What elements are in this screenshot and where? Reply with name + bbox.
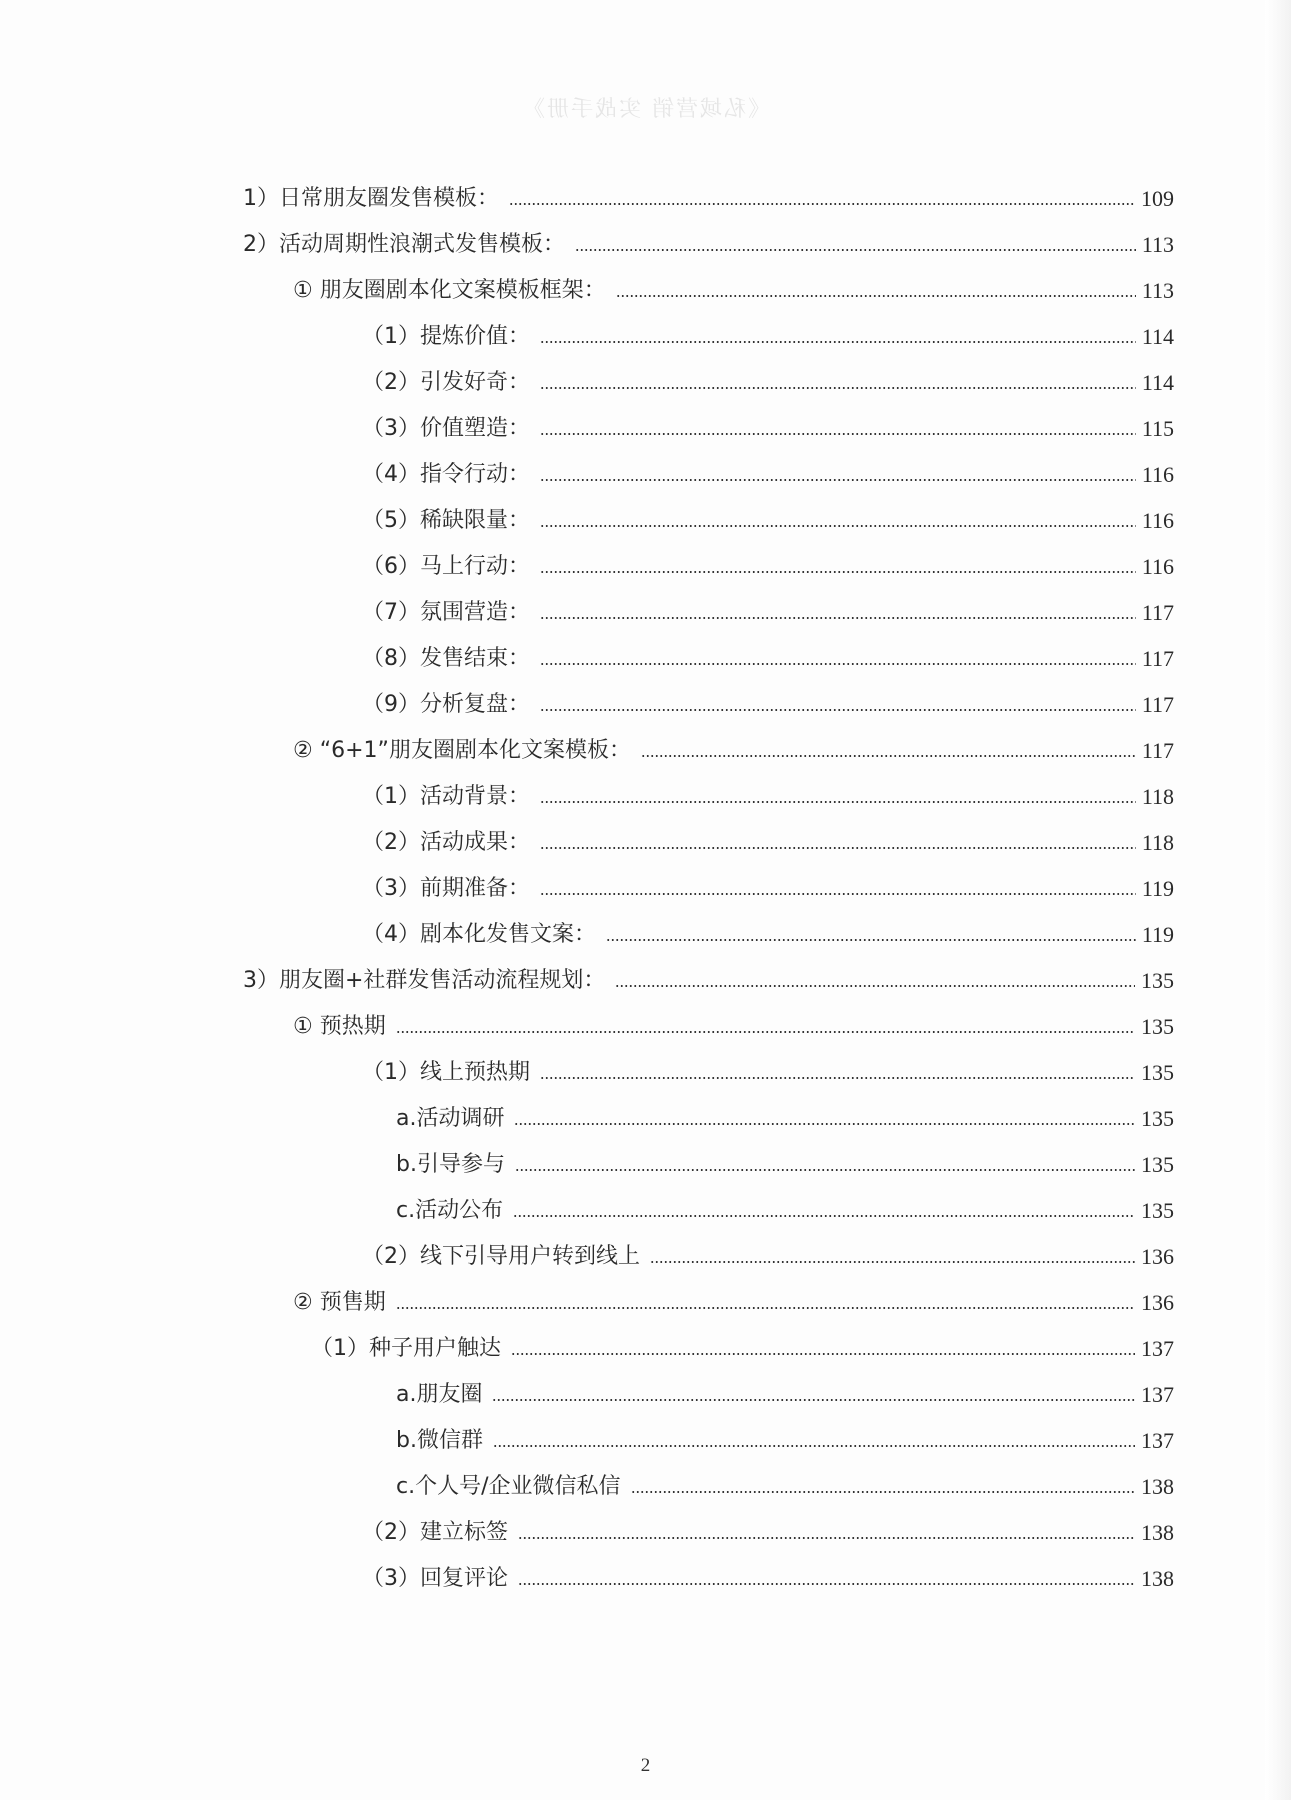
bleed-through-header: 《私域营销 实战手册》 [521, 97, 770, 122]
toc-entry-page: 114 [1141, 324, 1174, 349]
toc-dot-leader [540, 847, 1136, 849]
toc-entry [0, 452, 1291, 498]
table-of-contents [0, 176, 1291, 1602]
toc-entry [0, 728, 1291, 774]
toc-dot-leader [540, 893, 1136, 895]
toc-dot-leader [606, 939, 1136, 941]
toc-dot-leader [616, 295, 1136, 297]
toc-dot-leader [396, 1307, 1135, 1309]
toc-entry-label: （2）引发好奇： [362, 370, 530, 395]
toc-entry-label: ② “6+1”朋友圈剧本化文案模板： [293, 738, 631, 763]
toc-entry-label: （4）指令行动： [362, 462, 530, 487]
toc-entry-label: ① 朋友圈剧本化文案模板框架： [293, 278, 606, 303]
toc-dot-leader [540, 479, 1136, 481]
toc-entry-label: （5）稀缺限量： [362, 508, 530, 533]
toc-dot-leader [641, 755, 1136, 757]
toc-entry-label: （1）种子用户触达 [311, 1336, 501, 1361]
toc-entry-page: 137 [1141, 1382, 1174, 1407]
toc-entry-label: （8）发售结束： [362, 646, 530, 671]
toc-entry-label: ① 预热期 [293, 1014, 386, 1039]
toc-entry-page: 109 [1141, 186, 1174, 211]
toc-entry-label: （1）提炼价值： [362, 324, 530, 349]
toc-entry-page: 138 [1141, 1474, 1174, 1499]
toc-entry-page: 135 [1141, 1014, 1174, 1039]
toc-dot-leader [540, 525, 1136, 527]
toc-dot-leader [511, 1353, 1135, 1355]
toc-entry [0, 1556, 1291, 1602]
toc-entry [0, 1418, 1291, 1464]
toc-entry-page: 113 [1141, 278, 1174, 303]
toc-dot-leader [396, 1031, 1135, 1033]
toc-dot-leader [575, 249, 1136, 251]
toc-entry [0, 498, 1291, 544]
toc-entry-label: （2）建立标签 [362, 1520, 508, 1545]
toc-entry-page: 135 [1141, 1106, 1174, 1131]
toc-entry [0, 176, 1291, 222]
toc-entry-label: c.活动公布 [396, 1198, 504, 1223]
toc-entry [0, 1372, 1291, 1418]
toc-entry-page: 116 [1141, 508, 1174, 533]
toc-entry-label: b.微信群 [396, 1428, 483, 1453]
toc-entry-page: 115 [1141, 416, 1174, 441]
toc-entry [0, 1464, 1291, 1510]
toc-entry-page: 118 [1141, 784, 1174, 809]
toc-dot-leader [518, 1537, 1135, 1539]
toc-entry [0, 820, 1291, 866]
toc-dot-leader [540, 709, 1136, 711]
toc-entry-label: （9）分析复盘： [362, 692, 530, 717]
toc-dot-leader [540, 663, 1136, 665]
toc-entry-label: a.活动调研 [396, 1106, 505, 1131]
toc-dot-leader [493, 1445, 1135, 1447]
toc-entry-page: 135 [1141, 1060, 1174, 1085]
toc-entry-label: （3）价值塑造： [362, 416, 530, 441]
toc-entry-page: 116 [1141, 554, 1174, 579]
toc-entry-page: 117 [1141, 692, 1174, 717]
toc-dot-leader [513, 1215, 1135, 1217]
toc-entry [0, 1510, 1291, 1556]
toc-entry [0, 1004, 1291, 1050]
toc-entry [0, 1280, 1291, 1326]
toc-entry-page: 113 [1141, 232, 1174, 257]
toc-entry-page: 117 [1141, 600, 1174, 625]
toc-dot-leader [540, 341, 1136, 343]
toc-entry-label: （3）回复评论 [362, 1566, 508, 1591]
toc-entry [0, 314, 1291, 360]
toc-entry [0, 406, 1291, 452]
toc-entry [0, 774, 1291, 820]
toc-dot-leader [540, 617, 1136, 619]
toc-entry-page: 116 [1141, 462, 1174, 487]
toc-entry-label: （4）剧本化发售文案： [362, 922, 596, 947]
toc-entry-page: 118 [1141, 830, 1174, 855]
toc-entry [0, 1142, 1291, 1188]
toc-entry-label: 3）朋友圈+社群发售活动流程规划： [243, 968, 606, 993]
toc-entry-label: （3）前期准备： [362, 876, 530, 901]
toc-dot-leader [540, 1077, 1135, 1079]
toc-dot-leader [615, 985, 1135, 987]
toc-entry-label: （6）马上行动： [362, 554, 530, 579]
toc-entry-page: 117 [1141, 738, 1174, 763]
toc-dot-leader [492, 1399, 1135, 1401]
toc-entry-page: 136 [1141, 1290, 1174, 1315]
toc-entry [0, 1050, 1291, 1096]
toc-entry-page: 136 [1141, 1244, 1174, 1269]
toc-entry-label: （1）线上预热期 [362, 1060, 530, 1085]
toc-entry-page: 117 [1141, 646, 1174, 671]
toc-entry-page: 119 [1141, 876, 1174, 901]
toc-dot-leader [540, 433, 1136, 435]
toc-dot-leader [540, 571, 1136, 573]
toc-dot-leader [515, 1169, 1135, 1171]
toc-dot-leader [540, 801, 1136, 803]
toc-entry-label: a.朋友圈 [396, 1382, 483, 1407]
toc-entry-label: b.引导参与 [396, 1152, 505, 1177]
toc-entry [0, 360, 1291, 406]
toc-entry [0, 1096, 1291, 1142]
toc-entry-label: （1）活动背景： [362, 784, 530, 809]
toc-entry-label: c.个人号/企业微信私信 [396, 1474, 621, 1499]
toc-entry-label: （7）氛围营造： [362, 600, 530, 625]
toc-entry-page: 137 [1141, 1428, 1174, 1453]
toc-entry-label: （2）线下引导用户转到线上 [362, 1244, 640, 1269]
toc-entry [0, 590, 1291, 636]
toc-dot-leader [518, 1583, 1135, 1585]
toc-entry-page: 135 [1141, 1198, 1174, 1223]
toc-entry-page: 138 [1141, 1566, 1174, 1591]
toc-entry [0, 682, 1291, 728]
toc-dot-leader [650, 1261, 1135, 1263]
toc-entry [0, 1326, 1291, 1372]
toc-entry [0, 636, 1291, 682]
toc-entry [0, 866, 1291, 912]
toc-entry [0, 1234, 1291, 1280]
toc-entry [0, 912, 1291, 958]
toc-entry-label: ② 预售期 [293, 1290, 386, 1315]
toc-dot-leader [514, 1123, 1135, 1125]
toc-entry [0, 958, 1291, 1004]
toc-entry [0, 222, 1291, 268]
toc-entry [0, 544, 1291, 590]
toc-entry [0, 1188, 1291, 1234]
toc-entry-page: 135 [1141, 1152, 1174, 1177]
toc-dot-leader [509, 203, 1135, 205]
toc-dot-leader [631, 1491, 1135, 1493]
toc-entry-label: 2）活动周期性浪潮式发售模板： [243, 232, 565, 257]
toc-dot-leader [540, 387, 1136, 389]
toc-entry-label: 1）日常朋友圈发售模板： [243, 186, 499, 211]
toc-entry-page: 119 [1141, 922, 1174, 947]
toc-entry-page: 135 [1141, 968, 1174, 993]
toc-entry-label: （2）活动成果： [362, 830, 530, 855]
page-number: 2 [640, 1755, 651, 1776]
toc-entry-page: 114 [1141, 370, 1174, 395]
toc-entry-page: 138 [1141, 1520, 1174, 1545]
toc-entry [0, 268, 1291, 314]
toc-entry-page: 137 [1141, 1336, 1174, 1361]
